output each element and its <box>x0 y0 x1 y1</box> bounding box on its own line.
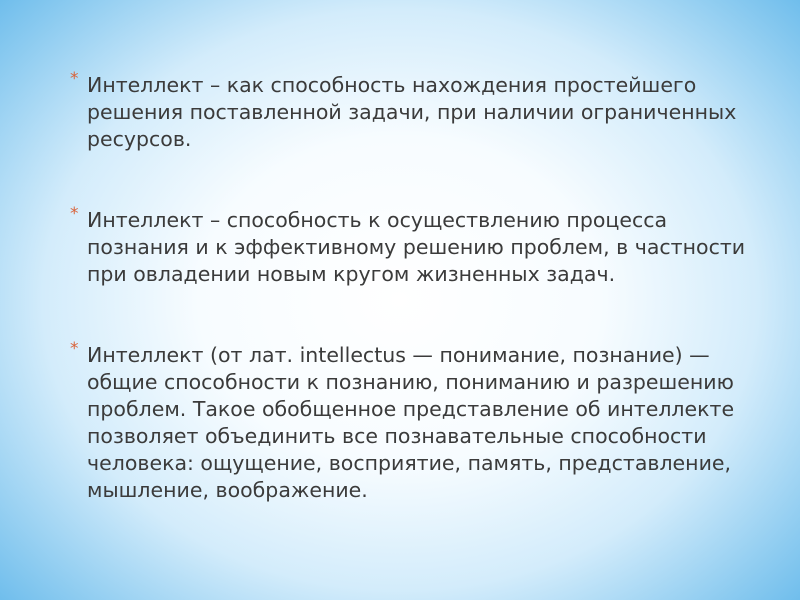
bullet-item <box>70 69 760 153</box>
bullet-marker-icon: * <box>70 204 79 224</box>
bullet-text: Интеллект – как способность нахождения простейшего решения поставленной задачи, при наличии ограниченных ресурсов. <box>87 73 737 151</box>
bullet-text: Интеллект – способность к осуществлению процесса познания и к эффективному решению проблем, в частности при овладении новым кругом жизненных задач. <box>87 208 746 286</box>
bullet-item <box>70 339 760 504</box>
bullet-list <box>70 69 760 504</box>
bullet-text: Интеллект (от лат. intellectus — понимание, познание) — общие способности к познанию, пониманию и разрешению проблем. Такое обобщенное представление об интеллекте позволяет объединить все познавательные способности человека: ощущение, восприятие, память, представление, мышление, воображение. <box>87 343 735 502</box>
bullet-marker-icon: * <box>70 69 79 89</box>
bullet-item <box>70 204 760 288</box>
bullet-marker-icon: * <box>70 339 79 359</box>
